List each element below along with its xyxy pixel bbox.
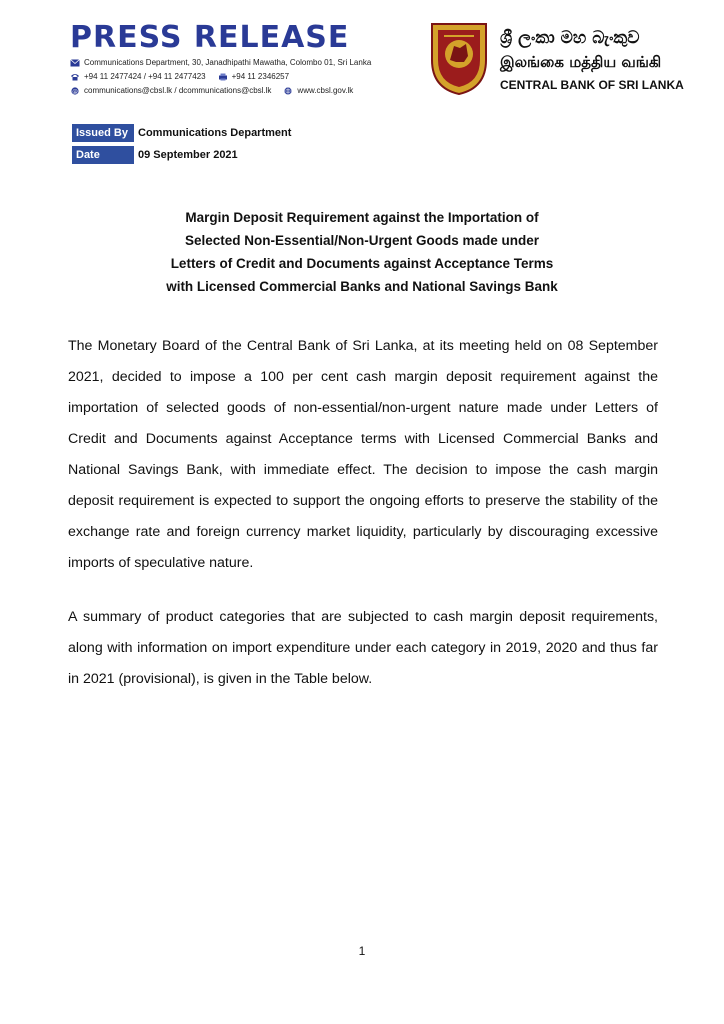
website-text[interactable]: www.cbsl.gov.lk: [297, 86, 354, 95]
email-text[interactable]: communications@cbsl.lk / dcommunications@cbsl.lk: [84, 86, 272, 95]
bank-names: [500, 26, 710, 92]
body-paragraph: The Monetary Board of the Central Bank of Sri Lanka, at its meeting held on 08 September 2021, decided to impose a 100 per cent cash margin deposit requirement against the importation of selected goods of non-essential/non-urgent nature made under Letters of Credit and Documents against Acceptance terms with Licensed Commercial Banks and National Savings Bank, with immediate effect. The decision to impose the cash margin deposit requirement is expected to support the ongoing efforts to preserve the stability of the exchange rate and foreign currency market liquidity, particularly by discouraging excessive imports of speculative nature.: [68, 338, 658, 571]
page-number: 1: [358, 944, 366, 958]
email-web-line: [70, 86, 353, 95]
title-line: with Licensed Commercial Banks and National Savings Bank: [166, 279, 558, 294]
title-line: Margin Deposit Requirement against the Importation of: [185, 210, 539, 225]
date-label: Date: [72, 146, 134, 164]
issued-by-label: Issued By: [72, 124, 134, 142]
release-meta: [72, 122, 291, 166]
press-release-header: [0, 0, 724, 110]
phone-text: +94 11 2477424 / +94 11 2477423: [84, 72, 206, 81]
issued-by-row: [72, 122, 291, 144]
at-icon: [70, 87, 80, 95]
address-text: Communications Department, 30, Janadhipathi Mawatha, Colombo 01, Sri Lanka: [84, 58, 372, 67]
svg-text:@: @: [72, 88, 78, 95]
address-line: [70, 58, 371, 67]
date-row: [72, 144, 291, 166]
phone-line: [70, 72, 289, 81]
globe-icon: [283, 87, 293, 95]
central-bank-seal-icon: [424, 16, 494, 96]
title-line: Letters of Credit and Documents against Acceptance Terms: [170, 256, 554, 271]
press-release-title: PRESS RELEASE: [70, 20, 350, 55]
issued-by-value: Communications Department: [138, 127, 292, 139]
fax-icon: [218, 73, 228, 81]
phone-icon: [70, 73, 80, 81]
title-line: Selected Non-Essential/Non-Urgent Goods made under: [184, 233, 540, 248]
bank-name-sinhala: ශ්‍රී ලංකා මහ බැංකුව: [500, 28, 640, 48]
body-paragraph: A summary of product categories that are subjected to cash margin deposit requirements, along with information on import expenditure under each category in 2019, 2020 and thus far in 2021 (provisional), is given in the Table below.: [68, 609, 658, 687]
bank-name-english: CENTRAL BANK OF SRI LANKA: [500, 78, 684, 92]
release-title: [90, 206, 634, 298]
envelope-icon: [70, 59, 80, 67]
bank-name-tamil: இலங்கை மத்திய வங்கி: [500, 53, 662, 71]
fax-text: +94 11 2346257: [231, 72, 290, 81]
date-value: 09 September 2021: [138, 149, 238, 161]
